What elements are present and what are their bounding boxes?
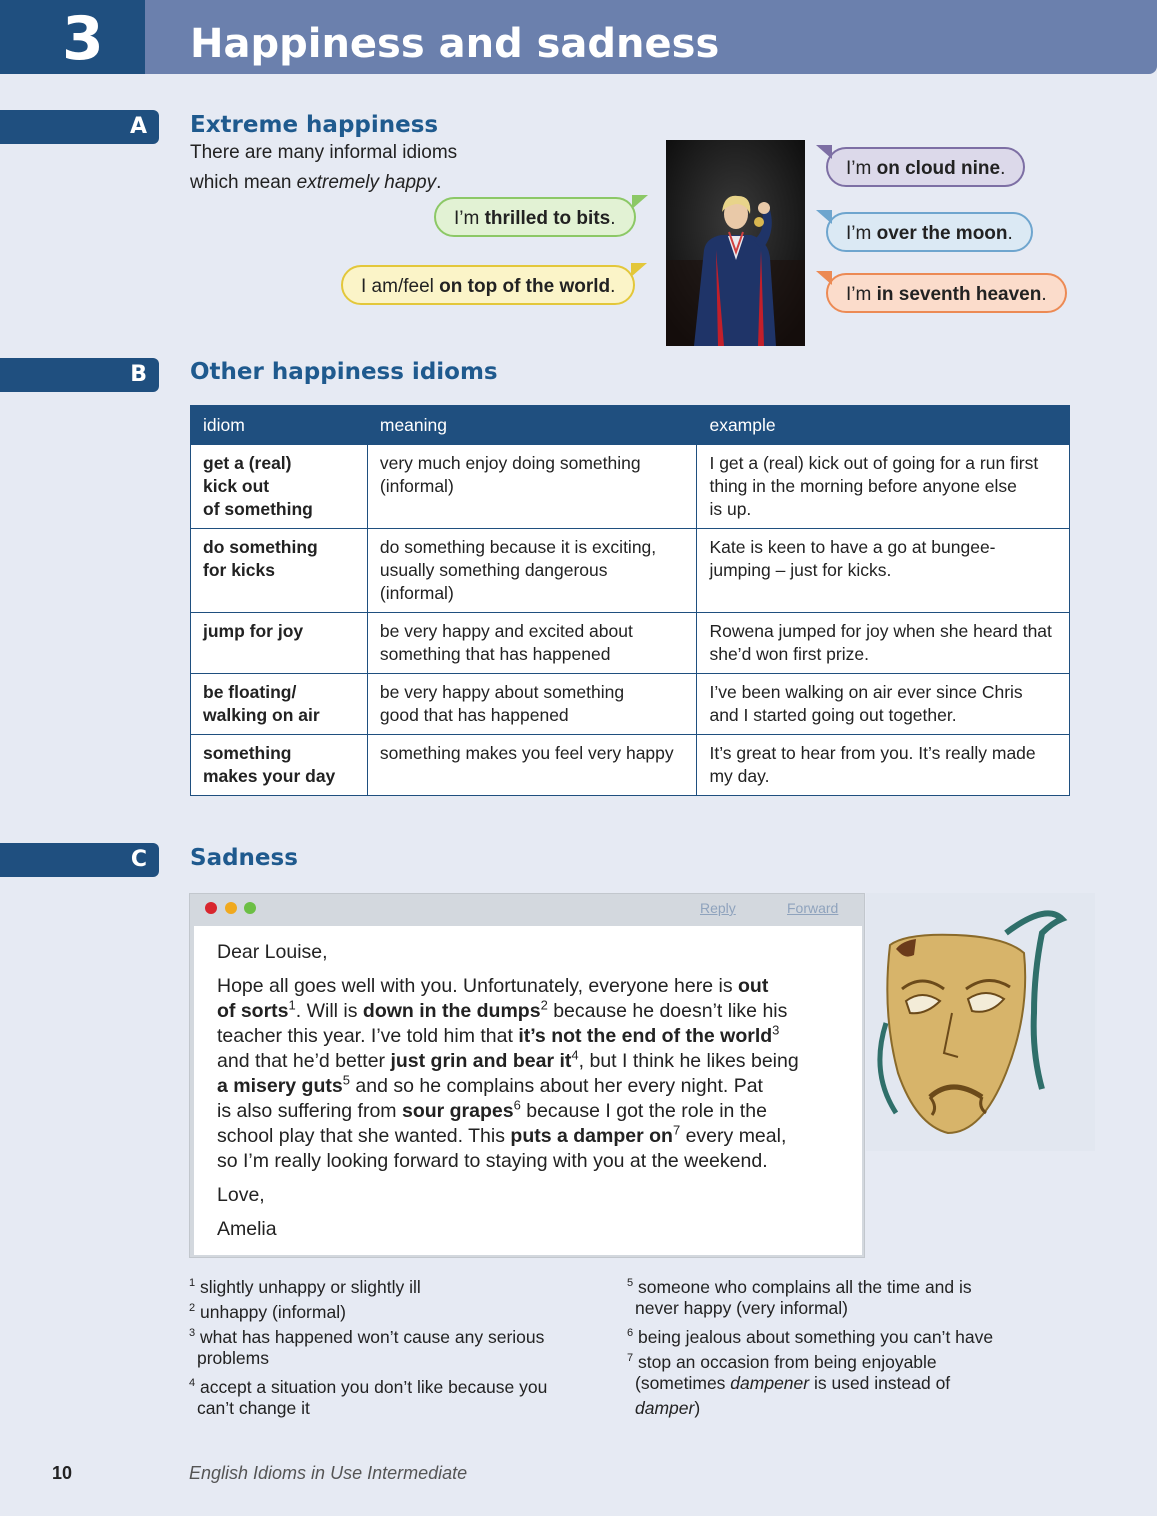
footnote-number: 5: [627, 1277, 634, 1289]
cell-example: [697, 735, 1070, 796]
cell-idiom: [191, 735, 368, 796]
meaning-line: something makes you feel very happy: [379, 743, 674, 763]
email-line: [217, 1024, 779, 1049]
section-b-letter: B: [130, 362, 147, 387]
example-line: my day.: [709, 766, 770, 786]
reply-link[interactable]: Reply: [700, 900, 736, 916]
bubble-idiom: thrilled to bits: [484, 208, 611, 229]
bubble-text: I am/feel: [361, 276, 440, 297]
meaning-line: very much enjoy doing something: [379, 453, 641, 473]
example-line: It’s great to hear from you. It’s really made: [709, 743, 1036, 763]
footnote-text: being jealous about something you can’t have: [638, 1326, 994, 1347]
section-b-heading: Other happiness idioms: [190, 359, 498, 385]
example-line: I get a (real) kick out of going for a run first: [709, 453, 1039, 473]
footnote-text: damper): [635, 1398, 701, 1418]
footnote-text: problems: [197, 1348, 269, 1368]
bubble-idiom: over the moon: [876, 223, 1008, 244]
column-header-meaning: meaning: [367, 406, 697, 445]
meaning-line: be very happy about something: [379, 682, 625, 702]
idiom-line: makes your day: [203, 766, 336, 786]
email-text: because he doesn’t like his: [547, 1000, 788, 1022]
speech-bubble-top-of-world: [341, 265, 635, 305]
bubble-tail: [816, 145, 832, 159]
intro-line-2: [190, 168, 457, 198]
email-text: Hope all goes well with you. Unfortunately, everyone here is: [217, 975, 738, 997]
section-a-tab: [0, 110, 159, 144]
email-text: school play that she wanted. This: [217, 1125, 511, 1147]
idiom-line: kick out: [203, 476, 270, 496]
meaning-line: usually something dangerous: [379, 560, 608, 580]
example-line: she’d won first prize.: [709, 644, 869, 664]
speech-bubble-seventh-heaven: [826, 273, 1067, 313]
page-number: 10: [52, 1463, 73, 1483]
footnote-italic: damper: [635, 1398, 695, 1418]
example-line: and I started going out together.: [709, 705, 957, 725]
bubble-tail: [631, 263, 647, 277]
example-line: Rowena jumped for joy when she heard that: [709, 621, 1052, 641]
cell-example: [697, 529, 1070, 613]
email-line: [217, 1124, 786, 1149]
footnote-number: 7: [627, 1352, 634, 1364]
page-title: Happiness and sadness: [190, 21, 720, 67]
footnote-marker: 6: [513, 1097, 521, 1113]
email-text: every meal,: [680, 1125, 787, 1147]
footnote-number: 6: [627, 1327, 634, 1339]
footnote-number: 3: [189, 1327, 196, 1339]
speech-bubble-over-moon: [826, 212, 1033, 252]
section-b-tab: [0, 358, 159, 392]
cell-example: [697, 613, 1070, 674]
footnote-text: stop an occasion from being enjoyable: [638, 1351, 937, 1372]
bubble-text: .: [1041, 284, 1047, 305]
idiom-line: be floating/: [203, 682, 297, 702]
book-title: English Idioms in Use Intermediate: [189, 1463, 468, 1483]
email-text: teacher this year. I’ve told him that: [217, 1025, 519, 1047]
idioms-table: [190, 405, 1070, 796]
idiom-highlight: out: [738, 975, 769, 997]
idiom-line: of something: [203, 499, 313, 519]
intro-emphasis: extremely happy: [296, 172, 437, 193]
footnote-marker: 2: [540, 997, 548, 1013]
cell-meaning: [367, 445, 697, 529]
cell-idiom: [191, 613, 368, 674]
email-text: and so he complains about her every night. Pat: [349, 1075, 763, 1097]
speech-bubble-thrilled: [434, 197, 636, 237]
example-line: I’ve been walking on air ever since Chris: [709, 682, 1023, 702]
footnote-marker: 4: [571, 1047, 579, 1063]
bubble-idiom: in seventh heaven: [876, 284, 1042, 305]
idiom-highlight: just grin and bear it: [390, 1050, 572, 1072]
speech-bubble-cloud-nine: [826, 147, 1025, 187]
idiom-line: for kicks: [203, 560, 275, 580]
bubble-text: I’m: [846, 284, 877, 305]
example-line: thing in the morning before anyone else: [709, 476, 1017, 496]
footnote-line: [635, 1296, 848, 1321]
section-c-heading: Sadness: [190, 845, 298, 871]
email-line: [217, 1149, 768, 1174]
idiom-line: get a (real): [203, 453, 292, 473]
email-greeting: Dear Louise,: [217, 941, 328, 963]
cell-idiom: [191, 445, 368, 529]
close-dot-icon[interactable]: [205, 902, 217, 914]
meaning-line: something that has happened: [379, 644, 611, 664]
footnote-text: what has happened won’t cause any serious: [200, 1326, 545, 1347]
footnote-number: 1: [189, 1277, 196, 1289]
example-line: is up.: [709, 499, 752, 519]
meaning-line: be very happy and excited about: [379, 621, 633, 641]
forward-link[interactable]: Forward: [787, 900, 839, 916]
cell-meaning: [367, 529, 697, 613]
footnote-line: [635, 1371, 950, 1396]
idiom-line: do something: [203, 537, 318, 557]
email-text: , but I think he likes being: [578, 1050, 799, 1072]
email-line: [217, 999, 787, 1024]
idiom-highlight: puts a damper on: [510, 1125, 673, 1147]
idiom-highlight: sour grapes: [401, 1100, 514, 1122]
example-line: Kate is keen to have a go at bungee-: [709, 537, 996, 557]
bubble-text: .: [1000, 158, 1006, 179]
cell-meaning: [367, 735, 697, 796]
email-text: is also suffering from: [217, 1100, 402, 1122]
intro-text: which mean: [190, 172, 297, 193]
email-line: [217, 1074, 763, 1099]
email-signoff: Love,: [217, 1184, 265, 1206]
bubble-text: .: [610, 276, 616, 297]
cell-meaning: [367, 613, 697, 674]
email-text: . Will is: [295, 1000, 363, 1022]
footnote-text: (sometimes dampener is used instead of: [635, 1373, 951, 1393]
cell-meaning: [367, 674, 697, 735]
meaning-line: (informal): [379, 583, 454, 603]
maximize-dot-icon[interactable]: [244, 902, 256, 914]
bubble-tail: [816, 271, 832, 285]
footnote-number: 4: [189, 1377, 196, 1389]
bubble-text: I’m: [454, 208, 485, 229]
column-header-example: example: [697, 406, 1070, 445]
athlete-photo: [666, 140, 805, 346]
table-header-row: [191, 406, 1070, 445]
footnote-marker: 1: [288, 997, 296, 1013]
bubble-tail: [632, 195, 648, 209]
table-row: [191, 674, 1070, 735]
footnote-text: never happy (very informal): [635, 1298, 848, 1318]
footnote-text: accept a situation you don’t like because you: [200, 1376, 548, 1397]
cell-idiom: [191, 674, 368, 735]
idiom-highlight: a misery guts: [217, 1075, 343, 1097]
footnote-text: someone who complains all the time and is: [638, 1276, 972, 1297]
email-text: and that he’d better: [217, 1050, 391, 1072]
section-a-intro: [190, 138, 457, 198]
cell-example: [697, 445, 1070, 529]
example-line: jumping – just for kicks.: [709, 560, 892, 580]
bubble-idiom: on top of the world: [439, 276, 611, 297]
bubble-text: I’m: [846, 223, 877, 244]
section-c-tab: [0, 843, 159, 877]
footnote-italic: dampener: [730, 1373, 810, 1393]
column-header-idiom: idiom: [191, 406, 368, 445]
sad-mask-icon: [866, 893, 1095, 1151]
bubble-tail: [816, 210, 832, 224]
email-signature: Amelia: [217, 1218, 277, 1240]
idiom-line: something: [203, 743, 292, 763]
email-line: [217, 1049, 799, 1074]
section-c-letter: C: [130, 847, 147, 872]
footnote-marker: 5: [342, 1072, 350, 1088]
email-text: so I’m really looking forward to staying with you at the weekend.: [217, 1150, 768, 1172]
footnote-text: unhappy (informal): [200, 1301, 346, 1322]
table-row: [191, 529, 1070, 613]
footnote-line: [197, 1346, 269, 1371]
intro-line-1: There are many informal idioms: [190, 142, 458, 163]
unit-number: 3: [62, 4, 104, 74]
cell-example: [697, 674, 1070, 735]
meaning-line: (informal): [379, 476, 454, 496]
meaning-line: good that has happened: [379, 705, 569, 725]
intro-text: .: [436, 172, 442, 193]
cell-idiom: [191, 529, 368, 613]
bubble-idiom: on cloud nine: [876, 158, 1001, 179]
email-line: [217, 1099, 767, 1124]
footnote-line: [197, 1396, 310, 1421]
bubble-text: .: [1007, 223, 1013, 244]
footnote-marker: 3: [772, 1022, 780, 1038]
footnote-text: slightly unhappy or slightly ill: [200, 1276, 421, 1297]
idiom-highlight: of sorts: [217, 1000, 289, 1022]
section-a-heading: Extreme happiness: [190, 112, 439, 138]
footnote-marker: 7: [672, 1122, 681, 1138]
email-text: because I got the role in the: [520, 1100, 767, 1122]
idiom-highlight: it’s not the end of the world: [518, 1025, 773, 1047]
footnote-line: [635, 1396, 700, 1421]
minimize-dot-icon[interactable]: [225, 902, 237, 914]
bubble-text: .: [610, 208, 616, 229]
footnote-text: can’t change it: [197, 1398, 310, 1418]
email-line: [217, 974, 768, 999]
meaning-line: do something because it is exciting,: [379, 537, 657, 557]
table-row: [191, 613, 1070, 674]
table-row: [191, 445, 1070, 529]
bubble-text: I’m: [846, 158, 877, 179]
footnote-number: 2: [189, 1302, 196, 1314]
section-a-letter: A: [129, 114, 147, 139]
idiom-line: jump for joy: [203, 621, 304, 641]
idiom-line: walking on air: [203, 705, 320, 725]
table-row: [191, 735, 1070, 796]
idiom-highlight: down in the dumps: [362, 1000, 541, 1022]
